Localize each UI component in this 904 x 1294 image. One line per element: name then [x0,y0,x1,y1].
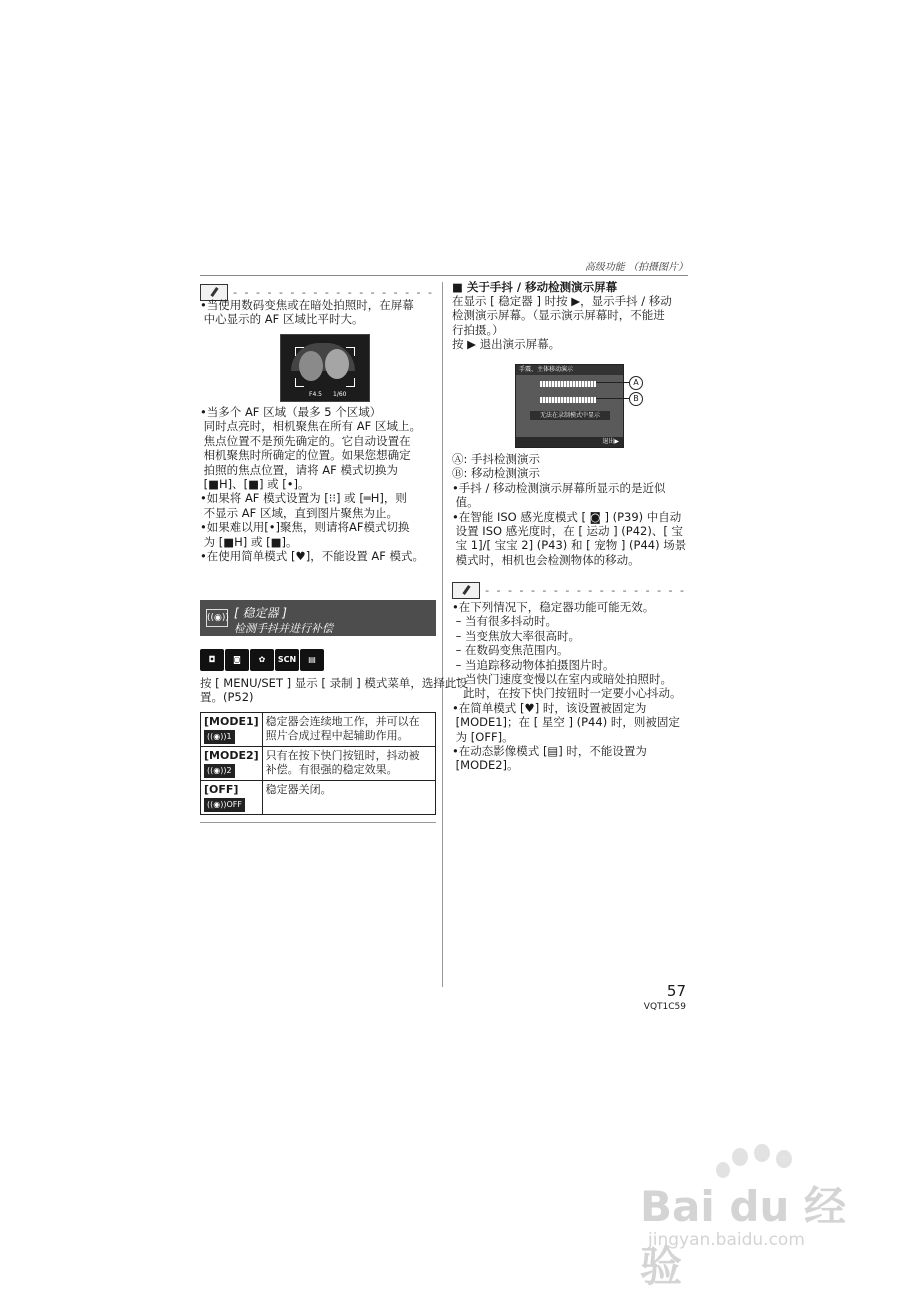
mode-key-cell [201,747,263,781]
text-line: 行拍摄。） [452,322,504,337]
jitter-meter [540,381,596,387]
callout-b: B [629,392,643,406]
paw-toe [776,1150,792,1168]
text-line: [MODE2]。 [452,758,519,773]
af-bracket-tr [346,347,355,356]
callout-a-line [596,382,629,383]
af-bracket-tl [295,347,304,356]
mode-row [201,713,436,747]
text-line: •当多个 AF 区域（最多 5 个区域） [200,405,382,419]
demo-legend [452,452,686,567]
macro-mode-icon: ✿ [250,649,274,671]
text-line: – 在数码变焦范围内。 [452,643,569,658]
left-bullets [200,405,424,563]
header-rule [200,275,688,276]
text-line: 此时，在按下快门按钮时一定要小心抖动。 [452,686,682,701]
mode-description: 照片合成过程中起辅助作用。 [265,729,409,742]
mode-description: 稳定器关闭。 [265,783,332,796]
text-line: •在使用简单模式 [♥]，不能设置 AF 模式。 [200,549,425,564]
text-line: 同时点亮时，相机聚焦在所有 AF 区域上。 [200,419,421,434]
mode-key: [MODE2] [204,749,259,762]
mode-description-cell [262,747,435,781]
text-line: •如果难以用[•]聚焦，则请将AF模式切换 [200,520,410,535]
section-title: [ 稳定器 ] [234,606,287,620]
text-line: •手抖 / 移动检测演示屏幕所显示的是近似 [452,480,666,495]
mode-key: [OFF] [204,783,239,796]
left-bottom-rule [200,822,436,823]
text-line: 设置 ISO 感光度时，在 [ 运动 ] (P42)、[ 宝 [452,524,683,539]
motion-picture-icon: ▤ [300,649,324,671]
osd-aperture: F4.5 [309,391,322,398]
text-line: – 当有很多抖动时。 [452,614,558,629]
text-line: 相机聚焦时所确定的位置。如果您想确定 [200,448,411,463]
text-line: Ⓑ: 移动检测演示 [452,466,541,481]
text-line: •在智能 ISO 感光度模式 [ ◙ ] (P39) 中自动 [452,509,682,524]
demo-screen-exit: 退出▶ [516,437,623,447]
text-line: 置。(P52) [200,690,254,705]
callout-b-line [596,398,629,399]
af-bracket-bl [295,378,304,387]
mode-key-cell [201,781,263,815]
osd-shutter: 1/60 [333,391,347,398]
running-header: 高级功能 （拍摄图片） [584,262,688,273]
mode-row [201,781,436,815]
mode-description: 只有在按下快门按钮时，抖动被 [265,749,420,762]
mode-description: 稳定器会连续地工作，并可以在 [265,715,420,728]
mode-description-cell [262,713,435,747]
text-line: •如果将 AF 模式设置为 [⁝⁝] 或 [═H]，则 [200,491,407,506]
document-code: VQT1C59 [643,1002,686,1012]
text-line: •在动态影像模式 [▤] 时，不能设置为 [452,744,647,759]
text-line: 值。 [452,495,479,510]
text-line: 焦点位置不是预先确定的。它自动设置在 [200,433,411,448]
applicable-mode-icons [200,647,325,671]
text-line: 按 ▶ 退出演示屏幕。 [452,337,561,352]
stabilizer-icon: ((◉)) [206,609,228,627]
section-subtitle: 检测手抖并进行补偿 [234,622,333,635]
mode-key-cell [201,713,263,747]
left-note-text [200,298,414,327]
callout-a: A [629,376,643,390]
paw-toe [754,1144,770,1162]
mode-key: [MODE1] [204,715,259,728]
right-note-header [452,580,686,599]
menu-instruction [200,676,468,705]
paw-toe [732,1148,748,1166]
demo-screen-title: 手震、主体移动演示 [516,365,623,375]
note-icon [452,582,480,599]
af-bracket-br [346,378,355,387]
stabilizer-mode-icon: ((◉))2 [204,764,235,778]
text-line: 宝 1]/[ 宝宝 2] (P43) 和 [ 宠物 ] (P44) 场景 [452,538,687,553]
camera-mode-icon: ◘ [200,649,224,671]
stabilizer-mode-icon: ((◉))OFF [204,798,245,812]
text-line: 模式时，相机也会检测物体的移动。 [452,552,640,567]
mode-row [201,747,436,781]
mode-description: 补偿。有很强的稳定效果。 [265,763,398,776]
text-line: 为 [■H] 或 [■]。 [200,534,298,549]
text-line: 不显示 AF 区域，直到图片聚焦为止。 [200,505,398,520]
text-line: 为 [OFF]。 [452,729,514,744]
text-line: Ⓐ: 手抖检测演示 [452,452,541,466]
text-line: 中心显示的 AF 区域比平时大。 [200,312,364,327]
text-line: 按 [ MENU/SET ] 显示 [ 录制 ] 模式菜单，选择此设 [200,676,468,690]
text-line: •当使用数码变焦或在暗处拍照时，在屏幕 [200,298,414,312]
text-line: 拍照的焦点位置，请将 AF 模式切换为 [200,462,398,477]
text-line: •在下列情况下，稳定器功能可能无效。 [452,600,655,614]
text-line: – 当快门速度变慢以在室内或暗处拍照时。 [452,672,673,687]
af-area-example-photo [280,334,370,402]
text-line: 检测演示屏幕。（显示演示屏幕时，不能进 [452,308,665,323]
text-line: [■H]、[■] 或 [•]。 [200,477,310,492]
intelligent-iso-icon: ◙ [225,649,249,671]
mode-description-cell [262,781,435,815]
stabilizer-section-band [200,600,436,636]
watermark-brand: Bai du 经验 [640,1182,846,1291]
scene-mode-icon: SCN [275,649,299,671]
text-line: 在显示 [ 稳定器 ] 时按 ▶，显示手抖 / 移动 [452,294,672,308]
text-line: – 当追踪移动物体拍摄图片时。 [452,657,615,672]
baidu-watermark [640,1148,870,1291]
demo-screen-message: 无法在录制模式中显示 [530,411,610,420]
column-divider [442,282,443,987]
demo-screen-image [515,364,624,448]
motion-meter [540,397,596,403]
page-number: 57 [666,982,686,1000]
watermark-url: jingyan.baidu.com [648,1230,805,1250]
stabilizer-mode-icon: ((◉))1 [204,730,235,744]
demo-intro [452,294,672,352]
right-note-text [452,600,681,773]
note-dash-line: - - - - - - - - - - - - - - - - - - [233,286,434,299]
text-line: – 当变焦放大率很高时。 [452,628,581,643]
stabilizer-mode-table [200,712,436,815]
note-dash-line: - - - - - - - - - - - - - - - - - - [485,584,686,597]
demo-screen-heading: ■ 关于手抖 / 移动检测演示屏幕 [452,280,618,294]
text-line: •在简单模式 [♥] 时，该设置被固定为 [452,700,647,715]
text-line: [MODE1]；在 [ 星空 ] (P44) 时，则被固定 [452,715,680,730]
